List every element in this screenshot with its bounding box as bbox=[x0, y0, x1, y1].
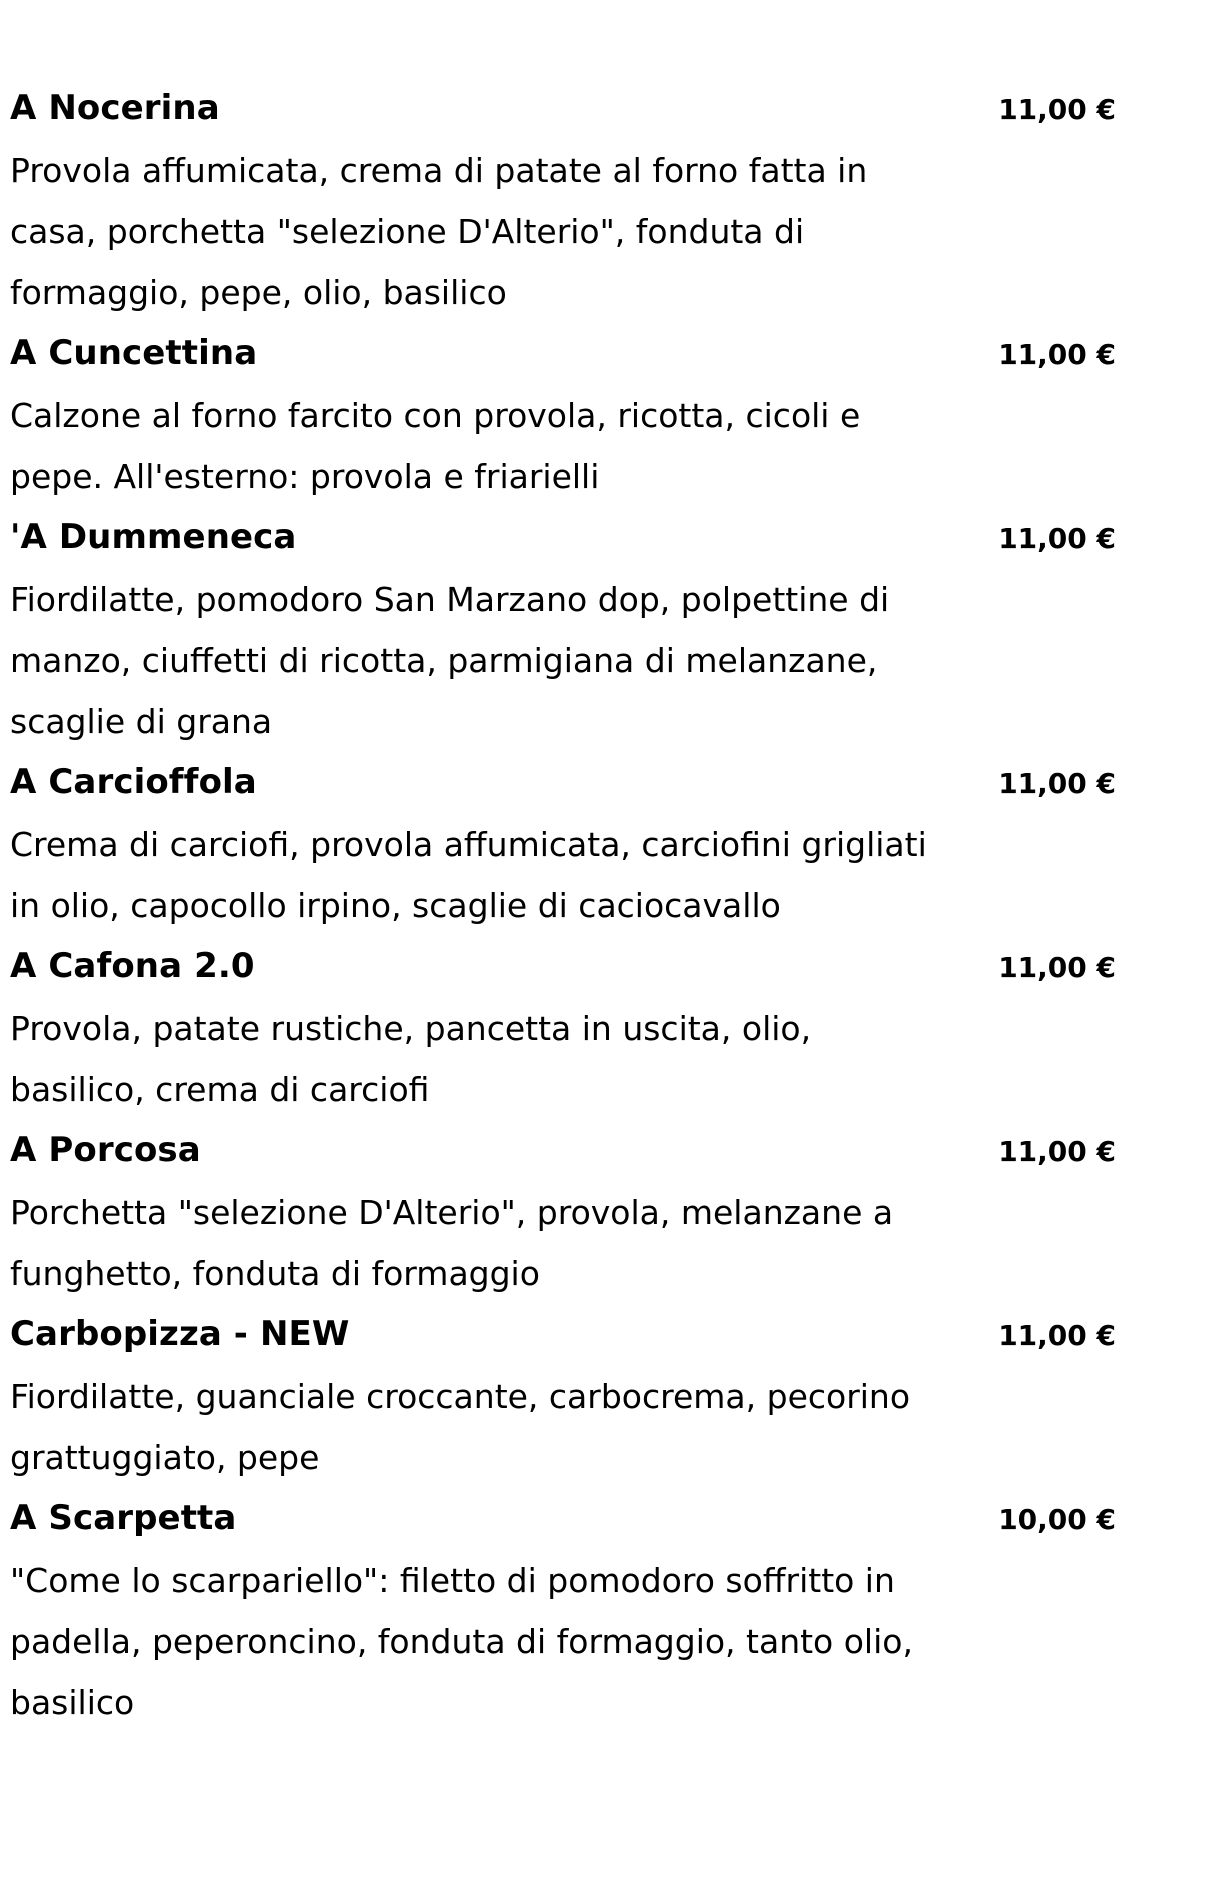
list-item bbox=[10, 936, 1126, 1120]
list-item bbox=[10, 507, 1126, 752]
menu-item-price: 11,00 € bbox=[998, 767, 1116, 800]
menu-item-header bbox=[10, 507, 1126, 569]
menu-item-description: "Come lo scarpariello": filetto di pomodoro soffritto in padella, peperoncino, fonduta di formaggio, tanto olio, basilico bbox=[10, 1561, 913, 1722]
list-item bbox=[10, 1304, 1126, 1488]
menu-item-list bbox=[10, 78, 1126, 1733]
menu-item-header bbox=[10, 1488, 1126, 1550]
menu-item-description: Fiordilatte, guanciale croccante, carbocrema, pecorino grattuggiato, pepe bbox=[10, 1377, 911, 1477]
menu-item-name: A Nocerina bbox=[10, 88, 220, 128]
menu-item-name: A Carcioffola bbox=[10, 762, 257, 802]
menu-item-price: 11,00 € bbox=[998, 522, 1116, 555]
list-item bbox=[10, 323, 1126, 507]
menu-item-price: 11,00 € bbox=[998, 1135, 1116, 1168]
list-item bbox=[10, 1488, 1126, 1733]
menu-item-name: A Cuncettina bbox=[10, 333, 258, 373]
list-item bbox=[10, 752, 1126, 936]
menu-item-header bbox=[10, 1120, 1126, 1182]
menu-item-description: Calzone al forno farcito con provola, ricotta, cicoli e pepe. All'esterno: provola e friarielli bbox=[10, 396, 861, 496]
menu-item-price: 11,00 € bbox=[998, 93, 1116, 126]
list-item bbox=[10, 78, 1126, 323]
menu-item-header bbox=[10, 936, 1126, 998]
menu-item-price: 10,00 € bbox=[998, 1503, 1116, 1536]
menu-item-header bbox=[10, 78, 1126, 140]
menu-item-name: A Scarpetta bbox=[10, 1498, 237, 1538]
menu-item-description: Provola, patate rustiche, pancetta in uscita, olio, basilico, crema di carciofi bbox=[10, 1009, 812, 1109]
menu-item-description: Provola affumicata, crema di patate al forno fatta in casa, porchetta "selezione D'Alterio", fonduta di formaggio, pepe, olio, basilico bbox=[10, 151, 868, 312]
menu-item-header bbox=[10, 323, 1126, 385]
menu-item-price: 11,00 € bbox=[998, 1319, 1116, 1352]
menu-item-name: 'A Dummeneca bbox=[10, 517, 297, 557]
menu-item-description: Porchetta "selezione D'Alterio", provola, melanzane a funghetto, fonduta di formaggio bbox=[10, 1193, 894, 1293]
menu-item-name: Carbopizza - NEW bbox=[10, 1314, 350, 1354]
menu-item-name: A Cafona 2.0 bbox=[10, 946, 255, 986]
menu-item-description: Fiordilatte, pomodoro San Marzano dop, polpettine di manzo, ciuffetti di ricotta, parmigiana di melanzane, scaglie di grana bbox=[10, 580, 890, 741]
list-item bbox=[10, 1120, 1126, 1304]
menu-item-name: A Porcosa bbox=[10, 1130, 201, 1170]
menu-item-price: 11,00 € bbox=[998, 951, 1116, 984]
menu-item-description: Crema di carciofi, provola affumicata, carciofini grigliati in olio, capocollo irpino, scaglie di caciocavallo bbox=[10, 825, 927, 925]
menu-item-header bbox=[10, 1304, 1126, 1366]
menu-item-price: 11,00 € bbox=[998, 338, 1116, 371]
menu-item-header bbox=[10, 752, 1126, 814]
